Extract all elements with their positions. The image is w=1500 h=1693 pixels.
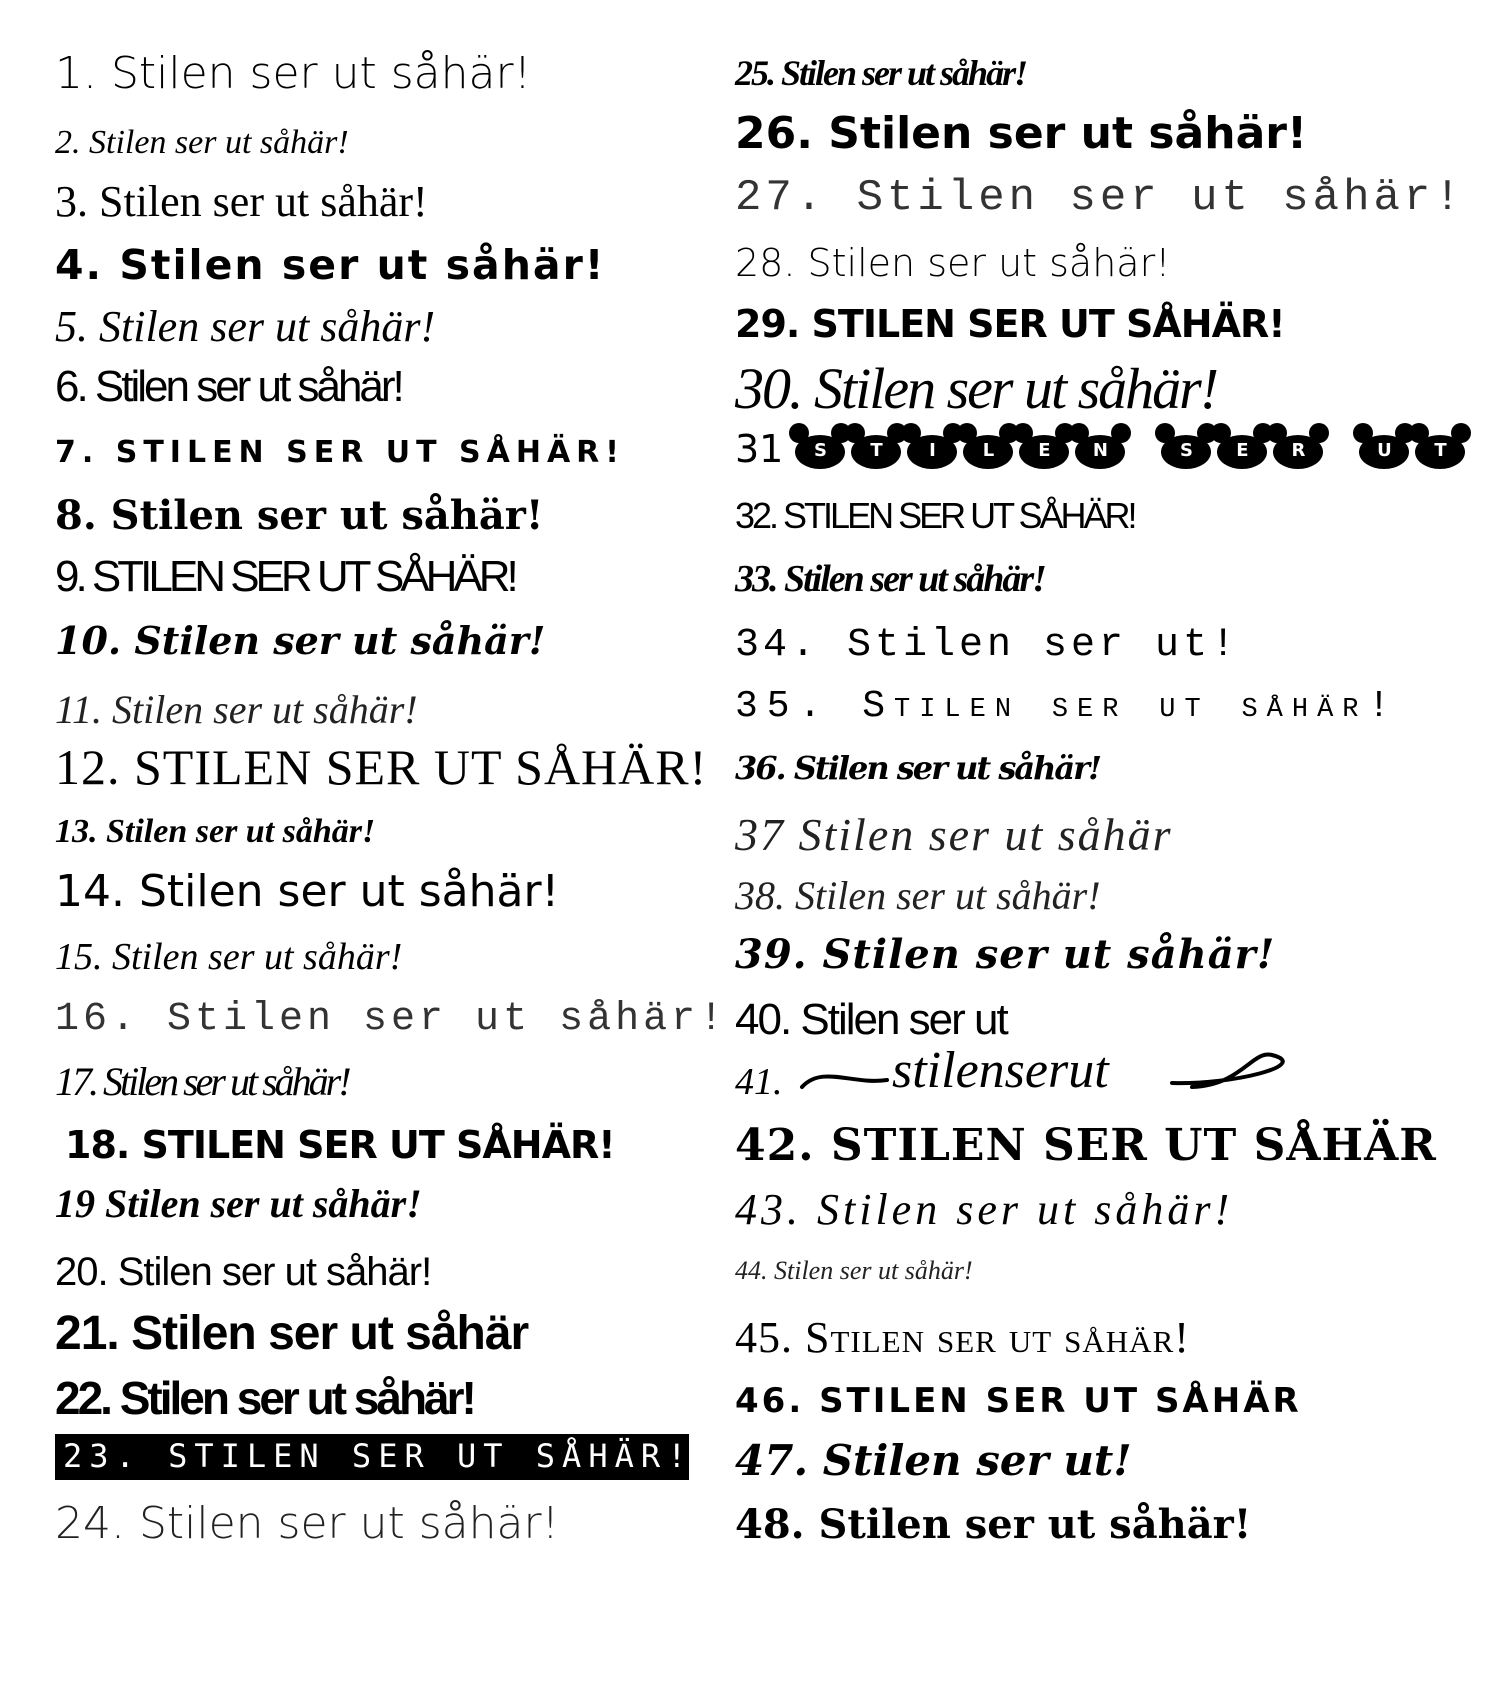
- font-sample-1: 1. Stilen ser ut såhär!: [55, 48, 532, 99]
- font-sample-4: 4. Stilen ser ut såhär!: [55, 241, 606, 289]
- font-sample-41: [735, 1042, 1292, 1105]
- mickey-letter-icon: E: [1019, 435, 1069, 469]
- font-sample-11: 11. Stilen ser ut såhär!: [55, 687, 418, 732]
- font-sample-48: 48. Stilen ser ut såhär!: [735, 1501, 1252, 1548]
- font-sample-39: 39. Stilen ser ut såhär!: [735, 931, 1276, 978]
- font-sample-31-number: 31: [735, 427, 784, 471]
- font-sample-15: 15. Stilen ser ut såhär!: [55, 936, 403, 978]
- font-sample-37: 37 Stilen ser ut såhär: [735, 809, 1173, 860]
- font-sample-17: 17. Stilen ser ut såhär!: [55, 1059, 349, 1104]
- font-sample-26: 26. Stilen ser ut såhär!: [735, 108, 1308, 159]
- font-sample-34: 34. Stilen ser ut!: [735, 623, 1240, 668]
- font-sample-14: 14. Stilen ser ut såhär!: [55, 866, 560, 917]
- font-sample-30: 30. Stilen ser ut såhär!: [735, 356, 1218, 421]
- mickey-letter-icon: L: [963, 435, 1013, 469]
- mickey-letter-icon: I: [907, 435, 957, 469]
- mickey-letter-icon: R: [1273, 435, 1323, 469]
- font-sample-33: 33. Stilen ser ut såhär!: [735, 558, 1045, 600]
- font-sample-23: 23. STILEN SER UT SÅHÄR!: [55, 1434, 689, 1480]
- font-sample-19: 19 Stilen ser ut såhär!: [55, 1181, 422, 1226]
- mickey-letter-icon: E: [1217, 435, 1267, 469]
- mickey-letter-icon: U: [1359, 435, 1409, 469]
- mickey-letter-icon: S: [795, 435, 845, 469]
- font-sample-32: 32. STILEN SER UT SÅHÄR!: [735, 495, 1135, 536]
- font-sample-42: 42. STILEN SER UT SÅHÄR: [735, 1120, 1437, 1171]
- font-sample-2: 2. Stilen ser ut såhär!: [55, 124, 349, 161]
- font-sample-29: 29. STILEN SER UT SÅHÄR!: [735, 302, 1285, 346]
- swash-wrap: [792, 1042, 1292, 1105]
- font-sample-16: 16. Stilen ser ut såhär!: [55, 997, 728, 1042]
- font-sample-6: 6. Stilen ser ut såhär!: [55, 362, 402, 411]
- font-sample-21: 21. Stilen ser ut såhär: [55, 1307, 529, 1360]
- mickey-letter-icon: S: [1161, 435, 1211, 469]
- font-sample-44: 44. Stilen ser ut såhär!: [735, 1256, 973, 1285]
- font-sample-41-number: 41.: [735, 1061, 783, 1103]
- font-sample-8: 8. Stilen ser ut såhär!: [55, 492, 544, 539]
- font-sample-13: 13. Stilen ser ut såhär!: [55, 813, 376, 850]
- font-sample-25: 25. Stilen ser ut såhär!: [735, 53, 1027, 93]
- font-sample-18: 18. STILEN SER UT SÅHÄR!: [65, 1123, 615, 1167]
- font-sample-31: [735, 427, 1471, 471]
- mickey-letter-icon: T: [1415, 435, 1465, 469]
- font-sample-46: 46. STILEN SER UT SÅHÄR: [735, 1381, 1302, 1421]
- font-sample-12: 12. STILEN SER UT SÅHÄR!: [55, 739, 708, 795]
- font-sample-36: 36. Stilen ser ut såhär!: [735, 749, 1100, 787]
- font-sample-45: 45. Stilen ser ut såhär!: [735, 1313, 1190, 1362]
- font-sample-3: 3. Stilen ser ut såhär!: [55, 177, 428, 226]
- font-sample-27: 27. Stilen ser ut såhär!: [735, 173, 1465, 223]
- mickey-letter-icon: T: [851, 435, 901, 469]
- font-sample-10: 10. Stilen ser ut såhär!: [55, 618, 546, 663]
- mickey-letter-icon: N: [1075, 435, 1125, 469]
- font-sample-22: 22. Stilen ser ut såhär!: [55, 1372, 474, 1424]
- swash-text: stilenserut: [892, 1042, 1109, 1099]
- font-sample-7: 7. STILEN SER UT SÅHÄR!: [55, 435, 625, 470]
- font-sample-9: 9. STILEN SER UT SÅHÄR!: [55, 552, 515, 601]
- font-sample-47: 47. Stilen ser ut!: [735, 1436, 1132, 1485]
- font-sample-38: 38. Stilen ser ut såhär!: [735, 873, 1101, 918]
- font-sample-20: 20. Stilen ser ut såhär!: [55, 1250, 432, 1294]
- font-sample-40: 40. Stilen ser ut: [735, 995, 1007, 1044]
- font-sample-35: 35. Stilen ser ut såhär!: [735, 685, 1400, 728]
- font-sample-24: 24. Stilen ser ut såhär!: [55, 1498, 560, 1549]
- font-sample-5: 5. Stilen ser ut såhär!: [55, 302, 436, 351]
- font-sample-28: 28. Stilen ser ut såhär!: [735, 241, 1171, 285]
- font-sample-43: 43. Stilen ser ut såhär!: [735, 1185, 1234, 1234]
